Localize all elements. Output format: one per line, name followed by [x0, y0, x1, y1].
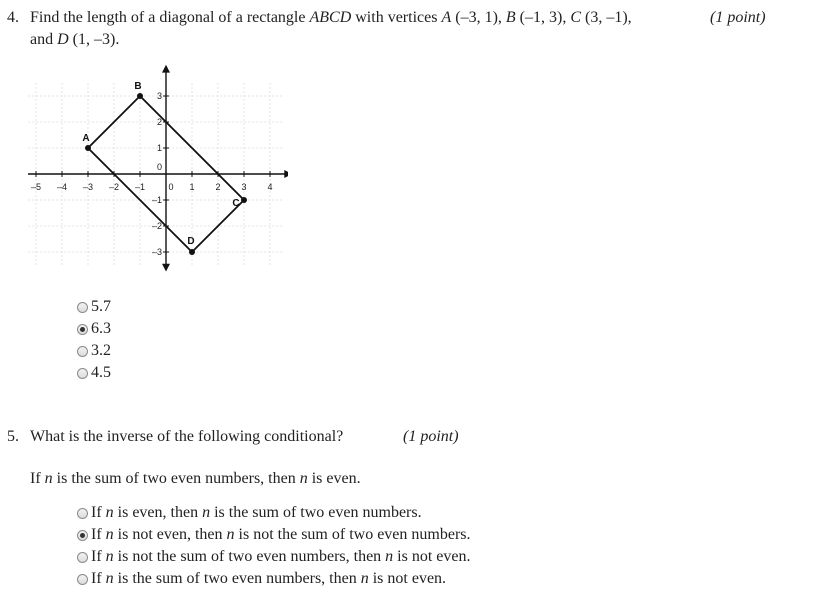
option-label: 6.3 — [91, 320, 111, 337]
vertex-point — [85, 145, 91, 151]
option-label: 3.2 — [91, 342, 111, 359]
rectangle-shape — [82, 81, 247, 255]
x-tick-label: –1 — [134, 182, 146, 192]
question-4-options — [77, 296, 111, 384]
x-tick-label: 3 — [241, 182, 247, 192]
y-axis-arrow-up — [162, 65, 170, 73]
vertex-label: D — [187, 236, 195, 247]
points-label: (1 point) — [710, 9, 766, 26]
option-6-3[interactable] — [77, 318, 111, 340]
question-text: What is the inverse of the following conditional? — [30, 428, 344, 445]
vertex-point — [137, 93, 143, 99]
radio-button[interactable] — [77, 368, 88, 379]
points-label: (1 point) — [403, 428, 459, 445]
y-tick-label: 2 — [156, 117, 162, 127]
x-tick-label: 1 — [189, 182, 195, 192]
x-tick-label: –2 — [108, 182, 120, 192]
radio-button[interactable] — [77, 346, 88, 357]
option-label: If n is even, then n is the sum of two even numbers. — [91, 504, 422, 521]
question-5-options — [77, 502, 471, 590]
option-b[interactable] — [77, 524, 471, 546]
radio-button[interactable] — [77, 302, 88, 313]
radio-button[interactable] — [77, 552, 88, 563]
question-number: 4. — [7, 9, 19, 26]
x-tick-label: 4 — [267, 182, 273, 192]
question-number: 5. — [7, 428, 19, 445]
coordinate-graph — [28, 62, 288, 287]
vertex-point — [189, 249, 195, 255]
radio-button[interactable] — [77, 324, 88, 335]
question-text-line2: and D (1, –3). — [30, 31, 120, 48]
y-tick-label: 1 — [156, 143, 162, 153]
x-tick-label: 0 — [168, 182, 174, 192]
option-label: 5.7 — [91, 298, 111, 315]
x-axis-arrow-right — [284, 170, 288, 178]
question-text-line1: Find the length of a diagonal of a rectangle ABCD with vertices A (–3, 1), B (–1, 3), C (3, –1), — [30, 9, 632, 26]
option-3-2[interactable] — [77, 340, 111, 362]
option-label: If n is not the sum of two even numbers, then n is not even. — [91, 548, 471, 565]
y-tick-label: –1 — [151, 195, 162, 205]
y-tick-label: 3 — [156, 91, 162, 101]
vertex-label: B — [134, 81, 142, 92]
y-axis-arrow-down — [162, 264, 170, 272]
vertex-point — [241, 197, 247, 203]
option-5-7[interactable] — [77, 296, 111, 318]
option-a[interactable] — [77, 502, 471, 524]
option-c[interactable] — [77, 546, 471, 568]
option-label: If n is the sum of two even numbers, then n is not even. — [91, 570, 447, 587]
x-tick-label: –5 — [30, 182, 42, 192]
radio-button[interactable] — [77, 508, 88, 519]
option-d[interactable] — [77, 568, 471, 590]
x-tick-label: 2 — [215, 182, 221, 192]
x-tick-label: –4 — [56, 182, 68, 192]
option-4-5[interactable] — [77, 362, 111, 384]
radio-button[interactable] — [77, 574, 88, 585]
option-label: 4.5 — [91, 364, 111, 381]
radio-button[interactable] — [77, 530, 88, 541]
option-label: If n is not even, then n is not the sum of two even numbers. — [91, 526, 471, 543]
vertex-label: C — [232, 198, 240, 209]
vertex-label: A — [82, 133, 90, 144]
conditional-statement: If n is the sum of two even numbers, then n is even. — [30, 470, 361, 487]
y-tick-label: 0 — [156, 162, 162, 172]
x-tick-label: –3 — [82, 182, 94, 192]
y-tick-label: –3 — [151, 247, 162, 257]
y-tick-label: –2 — [151, 221, 162, 231]
